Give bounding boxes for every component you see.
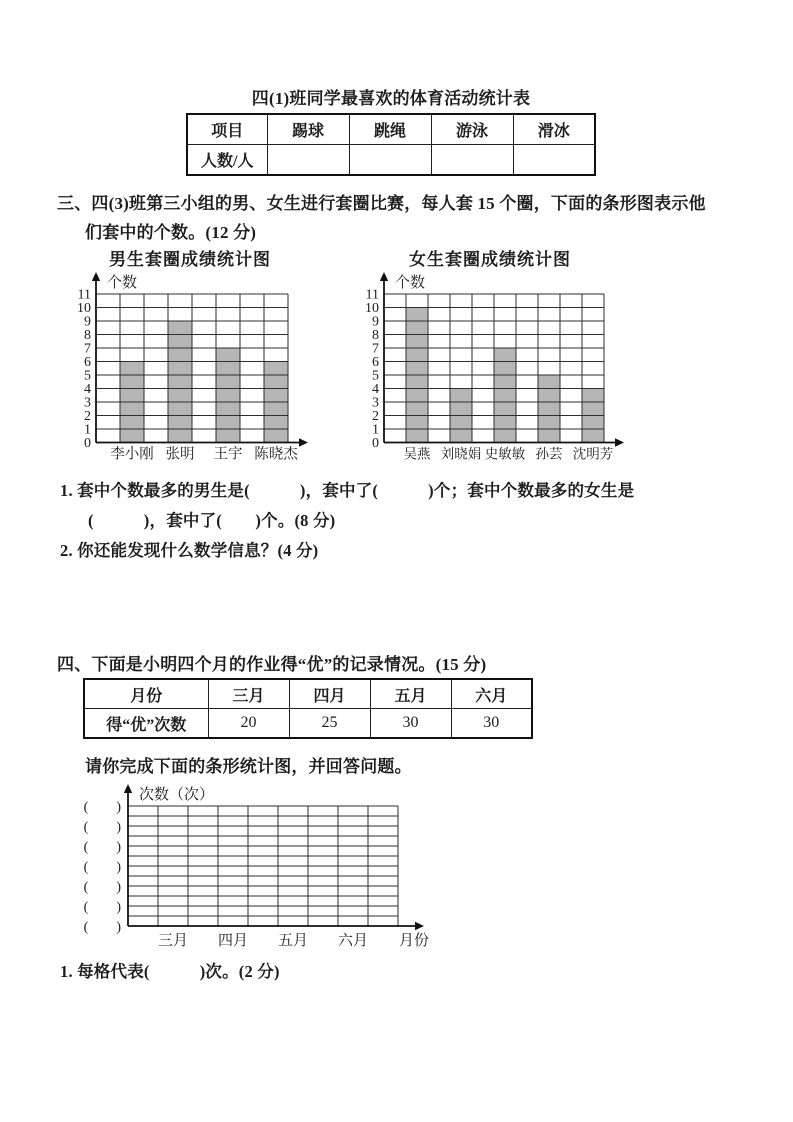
activity-header-soccer: 踢球 xyxy=(267,114,349,145)
record-header-march: 三月 xyxy=(208,679,289,709)
boys-chart-title: 男生套圈成绩统计图 xyxy=(109,250,271,269)
svg-text:李小刚: 李小刚 xyxy=(110,446,154,463)
svg-text:11: 11 xyxy=(77,287,91,303)
record-header-month: 月份 xyxy=(84,679,208,709)
svg-text:个数: 个数 xyxy=(395,275,426,291)
empty-cell xyxy=(431,145,513,176)
svg-text:王宇: 王宇 xyxy=(213,446,243,463)
record-table-header-row xyxy=(84,679,532,709)
svg-text:8: 8 xyxy=(372,328,379,343)
empty-cell xyxy=(349,145,431,176)
svg-text:( ): ( ) xyxy=(83,900,121,915)
activity-table-header-row xyxy=(187,114,595,145)
svg-text:孙芸: 孙芸 xyxy=(535,446,563,462)
activity-table-title xyxy=(186,84,596,109)
question4-heading: 四、下面是小明四个月的作业得“优”的记录情况。(15 分) xyxy=(57,655,487,674)
empty-cell xyxy=(513,145,595,176)
record-header-june: 六月 xyxy=(451,679,532,709)
svg-text:沈明芳: 沈明芳 xyxy=(572,446,614,462)
svg-text:个数: 个数 xyxy=(107,275,138,291)
svg-text:10: 10 xyxy=(77,301,91,316)
svg-text:( ): ( ) xyxy=(83,840,121,855)
record-table-value-row xyxy=(84,709,532,739)
svg-text:3: 3 xyxy=(84,395,91,411)
svg-text:( ): ( ) xyxy=(83,820,121,835)
svg-text:6: 6 xyxy=(372,355,379,370)
svg-text:10: 10 xyxy=(365,301,379,316)
record-value-may: 30 xyxy=(370,709,451,739)
record-value-june: 30 xyxy=(451,709,532,739)
svg-text:5: 5 xyxy=(372,368,379,384)
record-table xyxy=(83,678,533,739)
svg-text:7: 7 xyxy=(372,341,379,357)
question3-sub1-line1: 1. 套中个数最多的男生是( )，套中了( )个；套中个数最多的女生是 xyxy=(60,481,635,500)
svg-text:4: 4 xyxy=(372,382,379,397)
svg-text:四月: 四月 xyxy=(217,933,249,949)
record-value-march: 20 xyxy=(208,709,289,739)
svg-text:三月: 三月 xyxy=(157,933,189,949)
svg-text:六月: 六月 xyxy=(337,933,369,949)
activity-table xyxy=(186,113,596,176)
svg-text:5: 5 xyxy=(84,368,91,384)
svg-text:月份: 月份 xyxy=(398,933,430,949)
svg-text:9: 9 xyxy=(84,314,91,330)
svg-text:7: 7 xyxy=(84,341,91,357)
svg-text:0: 0 xyxy=(84,436,91,451)
record-header-april: 四月 xyxy=(289,679,370,709)
girls-chart-title: 女生套圈成绩统计图 xyxy=(409,250,571,269)
activity-header-item: 项目 xyxy=(187,114,267,145)
activity-count-label: 人数/人 xyxy=(187,145,267,176)
svg-text:( ): ( ) xyxy=(83,920,121,935)
activity-header-rope: 跳绳 xyxy=(349,114,431,145)
svg-text:4: 4 xyxy=(84,382,91,397)
question3-line2: 们套中的个数。(12 分) xyxy=(85,223,257,242)
svg-text:五月: 五月 xyxy=(277,933,309,949)
svg-text:1: 1 xyxy=(84,422,91,438)
svg-text:( ): ( ) xyxy=(83,800,121,815)
svg-text:2: 2 xyxy=(84,409,91,424)
svg-text:6: 6 xyxy=(84,355,91,370)
svg-text:( ): ( ) xyxy=(83,860,121,875)
svg-text:9: 9 xyxy=(372,314,379,330)
record-value-label: 得“优”次数 xyxy=(84,709,208,739)
svg-text:张明: 张明 xyxy=(165,446,195,463)
girls-chart xyxy=(350,272,634,468)
activity-table-count-row xyxy=(187,145,595,176)
svg-text:陈晓杰: 陈晓杰 xyxy=(254,446,298,463)
boys-chart xyxy=(64,272,320,468)
record-header-may: 五月 xyxy=(370,679,451,709)
svg-text:史敏敏: 史敏敏 xyxy=(484,446,526,462)
svg-text:( ): ( ) xyxy=(83,880,121,895)
svg-text:0: 0 xyxy=(372,436,379,451)
svg-text:2: 2 xyxy=(372,409,379,424)
record-value-april: 25 xyxy=(289,709,370,739)
activity-table-title-text: 四(1)班同学最喜欢的体育活动统计表 xyxy=(251,89,531,108)
svg-text:刘晓娟: 刘晓娟 xyxy=(440,446,482,462)
question3-sub1-line2: ( )，套中了( )个。(8 分) xyxy=(88,511,336,530)
svg-text:次数（次）: 次数（次） xyxy=(139,787,215,803)
svg-text:吴燕: 吴燕 xyxy=(403,446,431,462)
svg-text:8: 8 xyxy=(84,328,91,343)
question3-sub2: 2. 你还能发现什么数学信息？(4 分) xyxy=(60,541,319,560)
svg-text:1: 1 xyxy=(372,422,379,438)
question4-prompt: 请你完成下面的条形统计图，并回答问题。 xyxy=(85,757,412,776)
activity-header-swim: 游泳 xyxy=(431,114,513,145)
question4-sub1: 1. 每格代表( )次。(2 分) xyxy=(60,962,280,981)
svg-text:11: 11 xyxy=(365,287,379,303)
practice-chart xyxy=(80,778,466,956)
question3-line1: 三、四(3)班第三小组的男、女生进行套圈比赛，每人套 15 个圈，下面的条形图表示他 xyxy=(57,194,706,213)
activity-header-skate: 滑冰 xyxy=(513,114,595,145)
svg-text:3: 3 xyxy=(372,395,379,411)
empty-cell xyxy=(267,145,349,176)
